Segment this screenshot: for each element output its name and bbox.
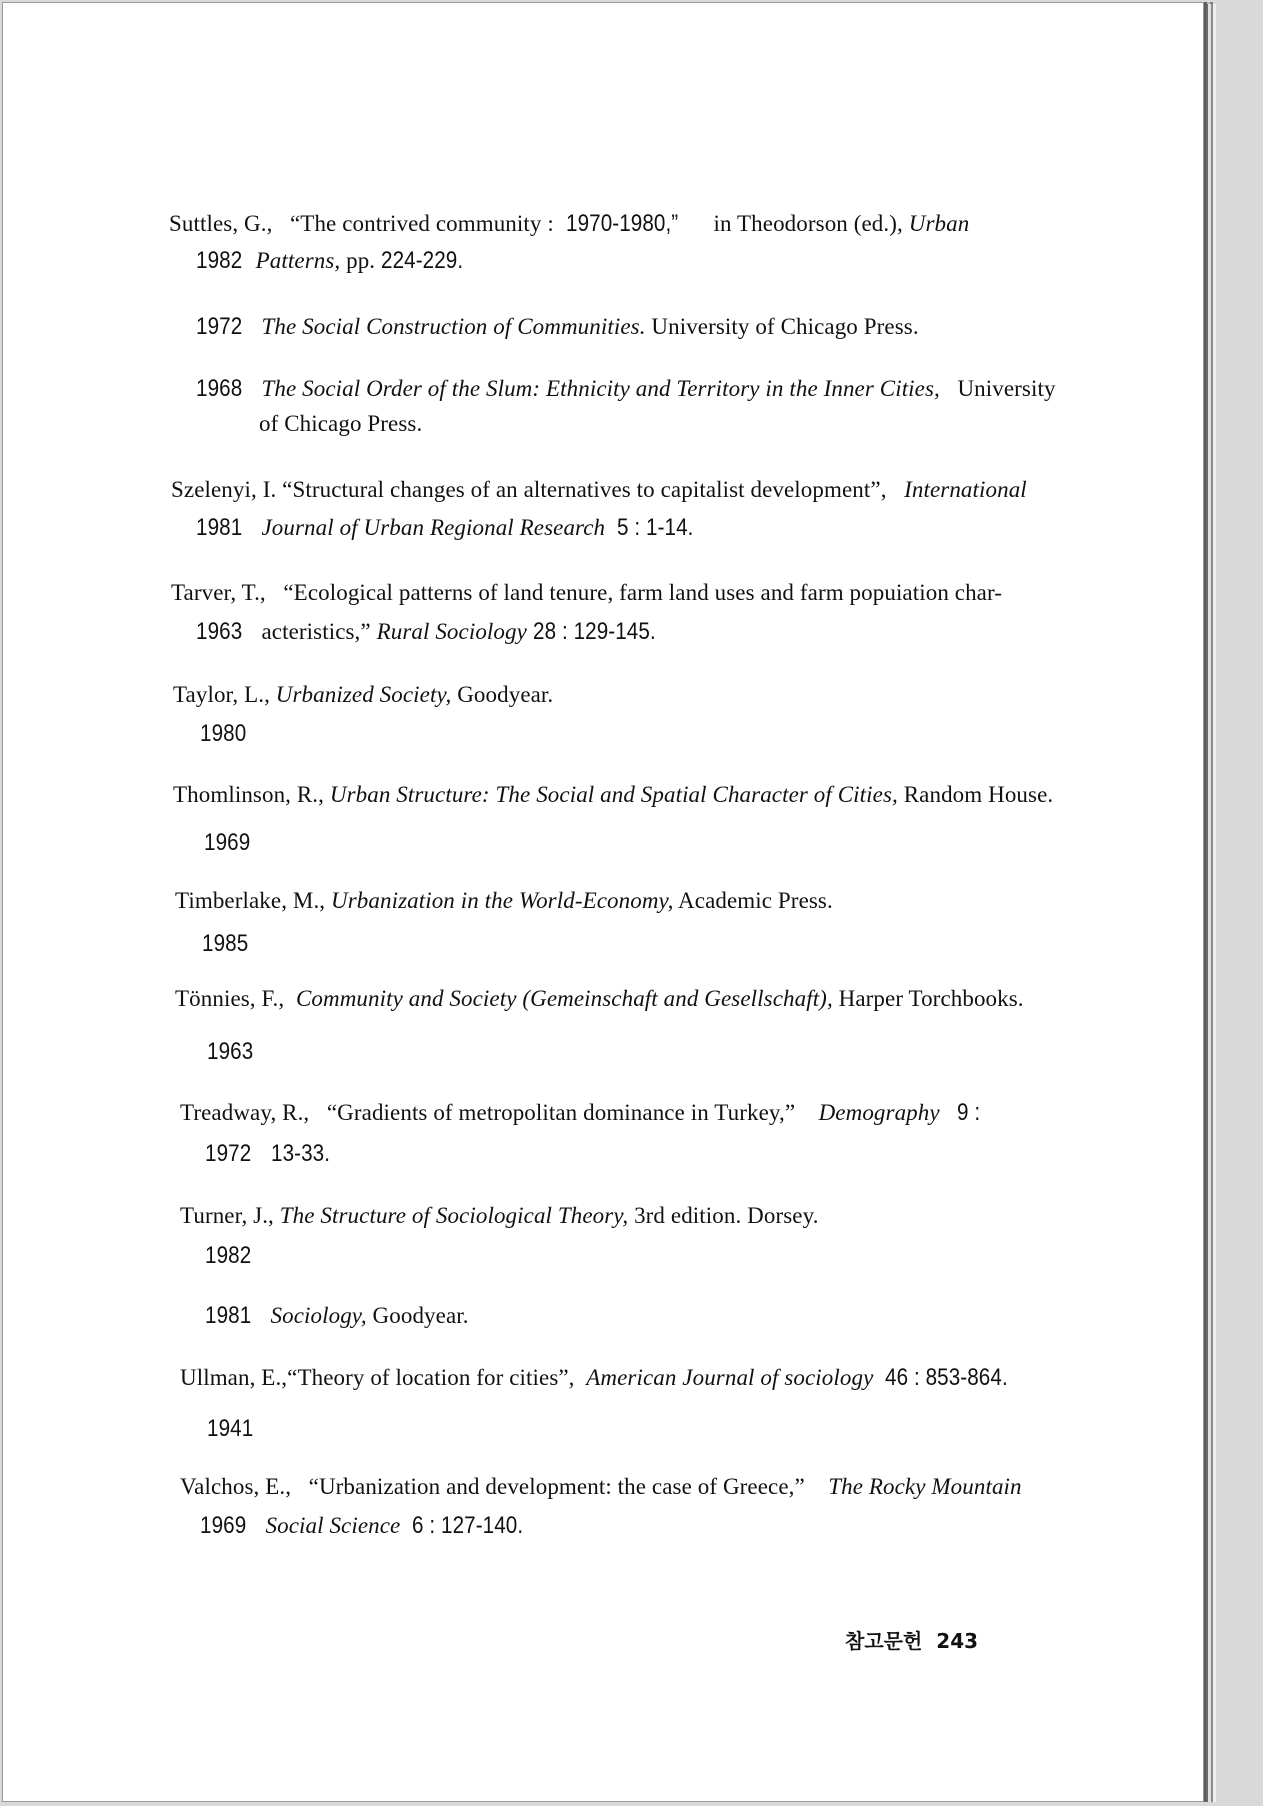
volume-pages: 28 : 129-145. bbox=[532, 618, 656, 645]
reference-line bbox=[180, 1203, 819, 1229]
journal-title: International bbox=[904, 477, 1027, 502]
reference-line bbox=[171, 477, 1027, 503]
reference-line bbox=[205, 1242, 259, 1270]
reference-line bbox=[259, 411, 422, 437]
reference-line bbox=[171, 580, 1002, 606]
reference-line bbox=[196, 313, 919, 341]
book-title: Urban Structure: The Social and Spatial Character of Cities, bbox=[329, 782, 898, 807]
title: “Urbanization and development: the case of Greece,” bbox=[308, 1474, 805, 1499]
reference-line bbox=[196, 514, 700, 542]
year: 1963 bbox=[196, 618, 243, 645]
reference-line bbox=[207, 1038, 261, 1066]
author: Tarver, T., bbox=[171, 580, 266, 605]
book-title: Patterns, bbox=[255, 248, 341, 273]
reference-line bbox=[205, 1302, 469, 1330]
author: Tönnies, F., bbox=[175, 986, 285, 1011]
publisher: University of Chicago Press. bbox=[651, 314, 919, 339]
volume-pages: 46 : 853-864. bbox=[885, 1364, 1008, 1391]
year: 1969 bbox=[200, 1512, 247, 1539]
year: 1985 bbox=[202, 930, 249, 957]
journal-title: Social Science bbox=[265, 1513, 401, 1538]
book-title: Sociology, bbox=[270, 1303, 367, 1328]
reference-line bbox=[175, 986, 1024, 1012]
reference-line bbox=[180, 1364, 1022, 1392]
page-stack-edge bbox=[1206, 4, 1216, 1802]
year: 1972 bbox=[196, 313, 243, 340]
year: 1981 bbox=[196, 514, 243, 541]
year: 1982 bbox=[196, 247, 243, 274]
author: Timberlake, M., bbox=[175, 888, 326, 913]
reference-line bbox=[196, 618, 670, 646]
publisher: Random House. bbox=[903, 782, 1054, 807]
author: Turner, J., bbox=[180, 1203, 274, 1228]
title: “Structural changes of an alternatives to capitalist development”, bbox=[282, 477, 887, 502]
journal-title: The Rocky Mountain bbox=[828, 1474, 1022, 1499]
journal-title: American Journal of sociology bbox=[586, 1365, 874, 1390]
book-title: Urbanization in the World-Economy, bbox=[331, 888, 674, 913]
publisher: University bbox=[957, 376, 1056, 401]
book-title: Community and Society (Gemeinschaft and Gesellschaft), bbox=[295, 986, 833, 1011]
reference-line bbox=[196, 247, 471, 275]
page-number: 243 bbox=[936, 1629, 979, 1653]
year: 1963 bbox=[207, 1038, 254, 1065]
volume-pages: 6 : 127-140. bbox=[412, 1512, 524, 1539]
section-label: 참고문헌 bbox=[845, 1629, 923, 1653]
author: Thomlinson, R., bbox=[173, 782, 325, 807]
journal-title: Demography bbox=[818, 1100, 940, 1125]
pages-label: pp. bbox=[346, 248, 376, 273]
author: Treadway, R., bbox=[180, 1100, 310, 1125]
book-title: Urbanized Society, bbox=[275, 682, 452, 707]
pages: 13-33. bbox=[270, 1140, 330, 1167]
reference-line bbox=[205, 1140, 333, 1168]
year: 1981 bbox=[205, 1302, 252, 1329]
source: in Theodorson (ed.), bbox=[713, 211, 903, 236]
reference-line bbox=[175, 888, 833, 914]
reference-line bbox=[196, 375, 1056, 403]
year: 1968 bbox=[196, 375, 243, 402]
publisher: Goodyear. bbox=[457, 682, 554, 707]
publisher: 3rd edition. Dorsey. bbox=[634, 1203, 819, 1228]
publisher: of Chicago Press. bbox=[259, 411, 423, 436]
year: 1982 bbox=[205, 1242, 252, 1269]
author: Suttles, G., bbox=[169, 211, 273, 236]
reference-line bbox=[200, 720, 254, 748]
publisher: Academic Press. bbox=[678, 888, 833, 913]
title: “Theory of location for cities”, bbox=[287, 1365, 575, 1390]
journal-title: Journal of Urban Regional Research bbox=[261, 515, 606, 540]
author: Valchos, E., bbox=[180, 1474, 292, 1499]
reference-line bbox=[180, 1099, 981, 1127]
reference-line bbox=[204, 829, 258, 857]
year: 1941 bbox=[207, 1415, 254, 1442]
author: Ullman, E., bbox=[180, 1365, 288, 1390]
author: Szelenyi, I. bbox=[171, 477, 277, 502]
reference-line bbox=[169, 210, 969, 238]
book-title: The Social Construction of Communities. bbox=[261, 314, 646, 339]
book-title: The Structure of Sociological Theory, bbox=[279, 1203, 629, 1228]
book-title: Urban bbox=[908, 211, 970, 236]
page-footer bbox=[845, 1625, 978, 1654]
reference-line bbox=[202, 930, 256, 958]
year: 1969 bbox=[204, 829, 251, 856]
year: 1972 bbox=[205, 1140, 252, 1167]
title: “Ecological patterns of land tenure, farm land uses and farm popuiation char- bbox=[283, 580, 1003, 605]
publisher: Harper Torchbooks. bbox=[838, 986, 1024, 1011]
reference-line bbox=[173, 782, 1053, 808]
volume-pages: 5 : 1-14. bbox=[616, 514, 694, 541]
reference-line bbox=[207, 1415, 261, 1443]
author: Taylor, L., bbox=[173, 682, 270, 707]
pages: 224-229. bbox=[381, 247, 464, 274]
book-title: The Social Order of the Slum: Ethnicity and Territory in the Inner Cities, bbox=[261, 376, 940, 401]
reference-line bbox=[180, 1474, 1022, 1500]
title: “The contrived community : bbox=[290, 211, 554, 236]
date-range: 1970-1980,” bbox=[565, 210, 678, 237]
title: acteristics,” bbox=[261, 619, 371, 644]
publisher: Goodyear. bbox=[372, 1303, 469, 1328]
reference-line bbox=[173, 682, 553, 708]
reference-line bbox=[200, 1512, 535, 1540]
volume: 9 : bbox=[957, 1099, 981, 1126]
year: 1980 bbox=[200, 720, 247, 747]
journal-title: Rural Sociology bbox=[376, 619, 527, 644]
title: “Gradients of metropolitan dominance in Turkey,” bbox=[326, 1100, 796, 1125]
